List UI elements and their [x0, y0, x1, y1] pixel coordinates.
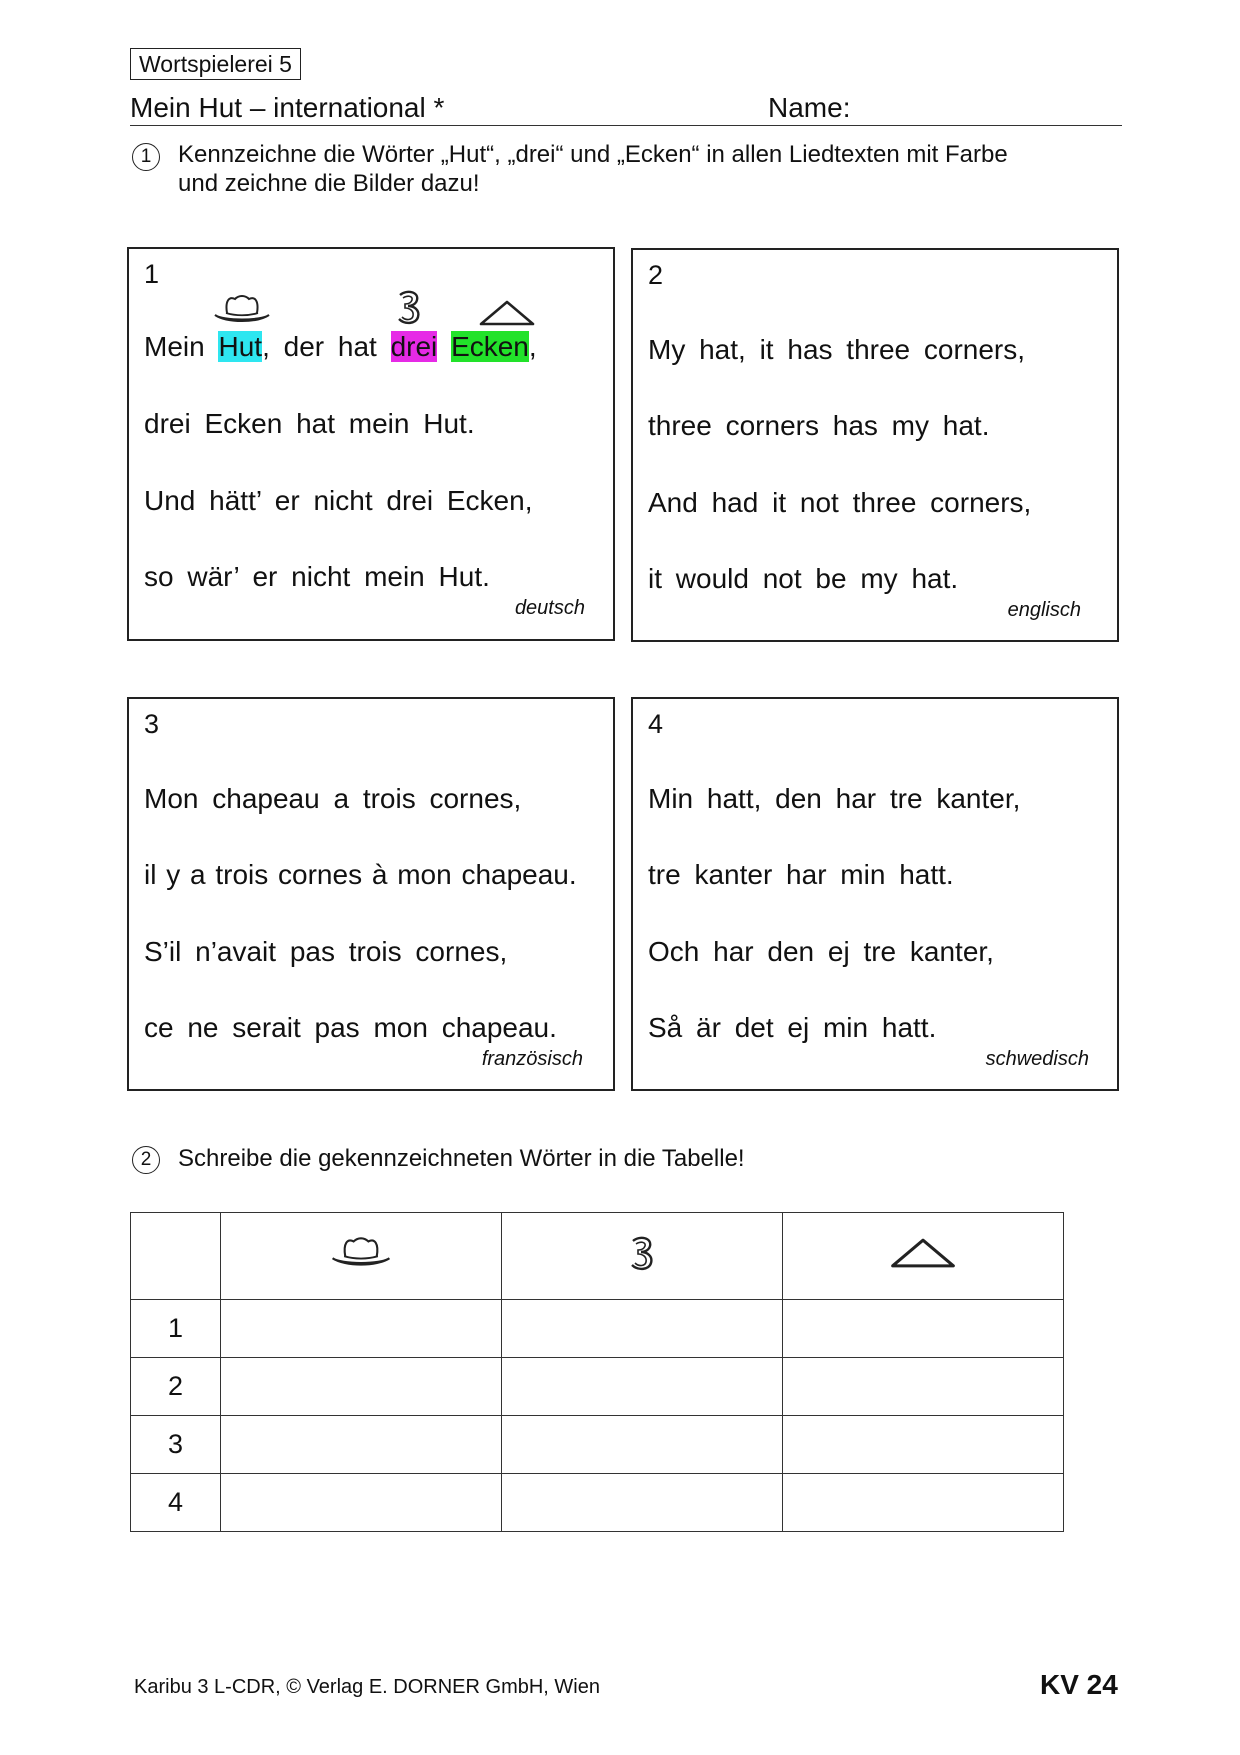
task2-number: 2 — [132, 1146, 160, 1174]
language-label: deutsch — [514, 597, 585, 619]
number-three-icon — [389, 287, 429, 327]
word-der-hat: , der hat — [262, 331, 377, 362]
language-label: französisch — [481, 1048, 583, 1070]
header-cell-three — [502, 1213, 783, 1300]
lyric-line-4: Så är det ej min hatt. — [648, 1012, 937, 1043]
language-label: englisch — [1007, 599, 1081, 621]
lyric-line-2: drei Ecken hat mein Hut. — [144, 408, 475, 439]
answer-cell-three[interactable] — [502, 1474, 783, 1532]
lyric-line-3: Und hätt’ er nicht drei Ecken, — [144, 485, 533, 516]
task1-number: 1 — [132, 143, 160, 171]
answer-cell-corners[interactable] — [783, 1300, 1064, 1358]
lyric-line-4: ce ne serait pas mon chapeau. — [144, 1012, 557, 1043]
lyric-line-1: Mon chapeau a trois cornes, — [144, 783, 522, 814]
row-number: 4 — [131, 1474, 221, 1532]
answer-cell-corners[interactable] — [783, 1474, 1064, 1532]
lyric-line-2: three corners has my hat. — [648, 410, 990, 441]
lyric-line-1 — [144, 331, 537, 363]
lyric-line-1: Min hatt, den har tre kanter, — [648, 783, 1021, 814]
answer-cell-hat[interactable] — [221, 1300, 502, 1358]
table-row — [131, 1474, 1064, 1532]
answer-cell-hat[interactable] — [221, 1416, 502, 1474]
card-number: 4 — [648, 709, 664, 739]
answer-cell-corners[interactable] — [783, 1416, 1064, 1474]
song-card-german — [127, 247, 615, 641]
lyric-line-2: tre kanter har min hatt. — [648, 859, 954, 890]
page-code: KV 24 — [1040, 1669, 1118, 1700]
answer-cell-hat[interactable] — [221, 1358, 502, 1416]
number-three-icon — [622, 1233, 662, 1273]
song-card-swedish — [631, 697, 1119, 1091]
lyric-line-2: il y a trois cornes à mon chapeau. — [144, 859, 577, 890]
table-row — [131, 1416, 1064, 1474]
table-row — [131, 1300, 1064, 1358]
lyric-line-1: My hat, it has three corners, — [648, 334, 1026, 365]
highlight-drei: drei — [390, 331, 438, 362]
corner-cell — [131, 1213, 221, 1300]
name-field-label: Name: — [768, 92, 851, 123]
row-number: 3 — [131, 1416, 221, 1474]
row-number: 2 — [131, 1358, 221, 1416]
series-label: Wortspielerei 5 — [130, 48, 301, 80]
answer-table — [130, 1212, 1064, 1532]
song-card-english — [631, 248, 1119, 642]
language-label: schwedisch — [985, 1048, 1089, 1070]
highlight-ecken: Ecken — [451, 331, 529, 362]
word-mein: Mein — [144, 331, 205, 362]
task1-instruction — [178, 140, 1008, 198]
song-card-french — [127, 697, 615, 1091]
answer-cell-three[interactable] — [502, 1416, 783, 1474]
name-line[interactable] — [130, 125, 1122, 126]
card-number: 1 — [144, 259, 160, 289]
lyric-line-3: Och har den ej tre kanter, — [648, 936, 994, 967]
row-number: 1 — [131, 1300, 221, 1358]
publisher-credit: Karibu 3 L-CDR, © Verlag E. DORNER GmbH, Wien — [134, 1676, 600, 1698]
task1-line1: Kennzeichne die Wörter „Hut“, „drei“ und „Ecken“ in allen Liedtexten mit Farbe — [178, 141, 1008, 168]
triangle-icon — [888, 1234, 958, 1272]
lyric-line-3: S’il n’avait pas trois cornes, — [144, 936, 508, 967]
answer-cell-three[interactable] — [502, 1358, 783, 1416]
lyric-line-3: And had it not three corners, — [648, 487, 1032, 518]
answer-cell-three[interactable] — [502, 1300, 783, 1358]
table-header-row — [131, 1213, 1064, 1300]
table-row — [131, 1358, 1064, 1416]
highlight-hut: Hut — [218, 331, 263, 362]
header-cell-hat — [221, 1213, 502, 1300]
header-cell-triangle — [783, 1213, 1064, 1300]
hat-icon — [211, 291, 273, 329]
task2-instruction: Schreibe die gekennzeichneten Wörter in die Tabelle! — [178, 1145, 745, 1172]
card-number: 3 — [144, 709, 160, 739]
comma: , — [528, 331, 537, 362]
answer-cell-corners[interactable] — [783, 1358, 1064, 1416]
lyric-line-4: so wär’ er nicht mein Hut. — [144, 561, 490, 592]
lyric-line-4: it would not be my hat. — [648, 563, 959, 594]
card-number: 2 — [648, 260, 664, 290]
worksheet-title: Mein Hut – international * — [130, 92, 445, 123]
hat-icon — [326, 1233, 396, 1273]
triangle-icon — [477, 297, 537, 329]
task1-line2: und zeichne die Bilder dazu! — [178, 170, 480, 197]
answer-cell-hat[interactable] — [221, 1474, 502, 1532]
